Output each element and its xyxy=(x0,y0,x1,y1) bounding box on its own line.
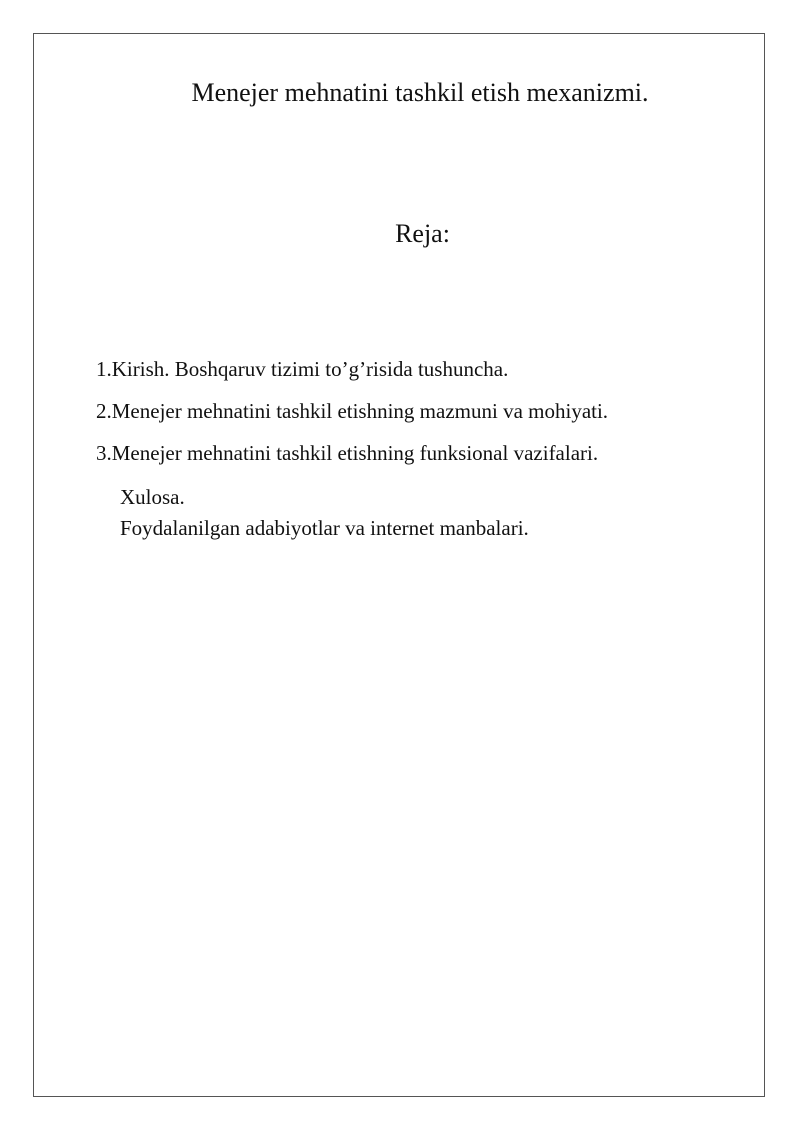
conclusion-item: Xulosa. xyxy=(120,485,185,509)
plan-item-functions: 3.Menejer mehnatini tashkil etishning funksional vazifalari. xyxy=(96,441,599,465)
plan-heading: Reja: xyxy=(395,219,450,248)
plan-item-content: 2.Menejer mehnatini tashkil etishning mazmuni va mohiyati. xyxy=(96,399,609,423)
references-item: Foydalanilgan adabiyotlar va internet manbalari. xyxy=(120,516,529,540)
plan-item-introduction: 1.Kirish. Boshqaruv tizimi to’g’risida tushuncha. xyxy=(96,357,509,381)
document-title: Menejer mehnatini tashkil etish mexanizmi. xyxy=(191,78,649,107)
page-border xyxy=(33,33,765,1097)
